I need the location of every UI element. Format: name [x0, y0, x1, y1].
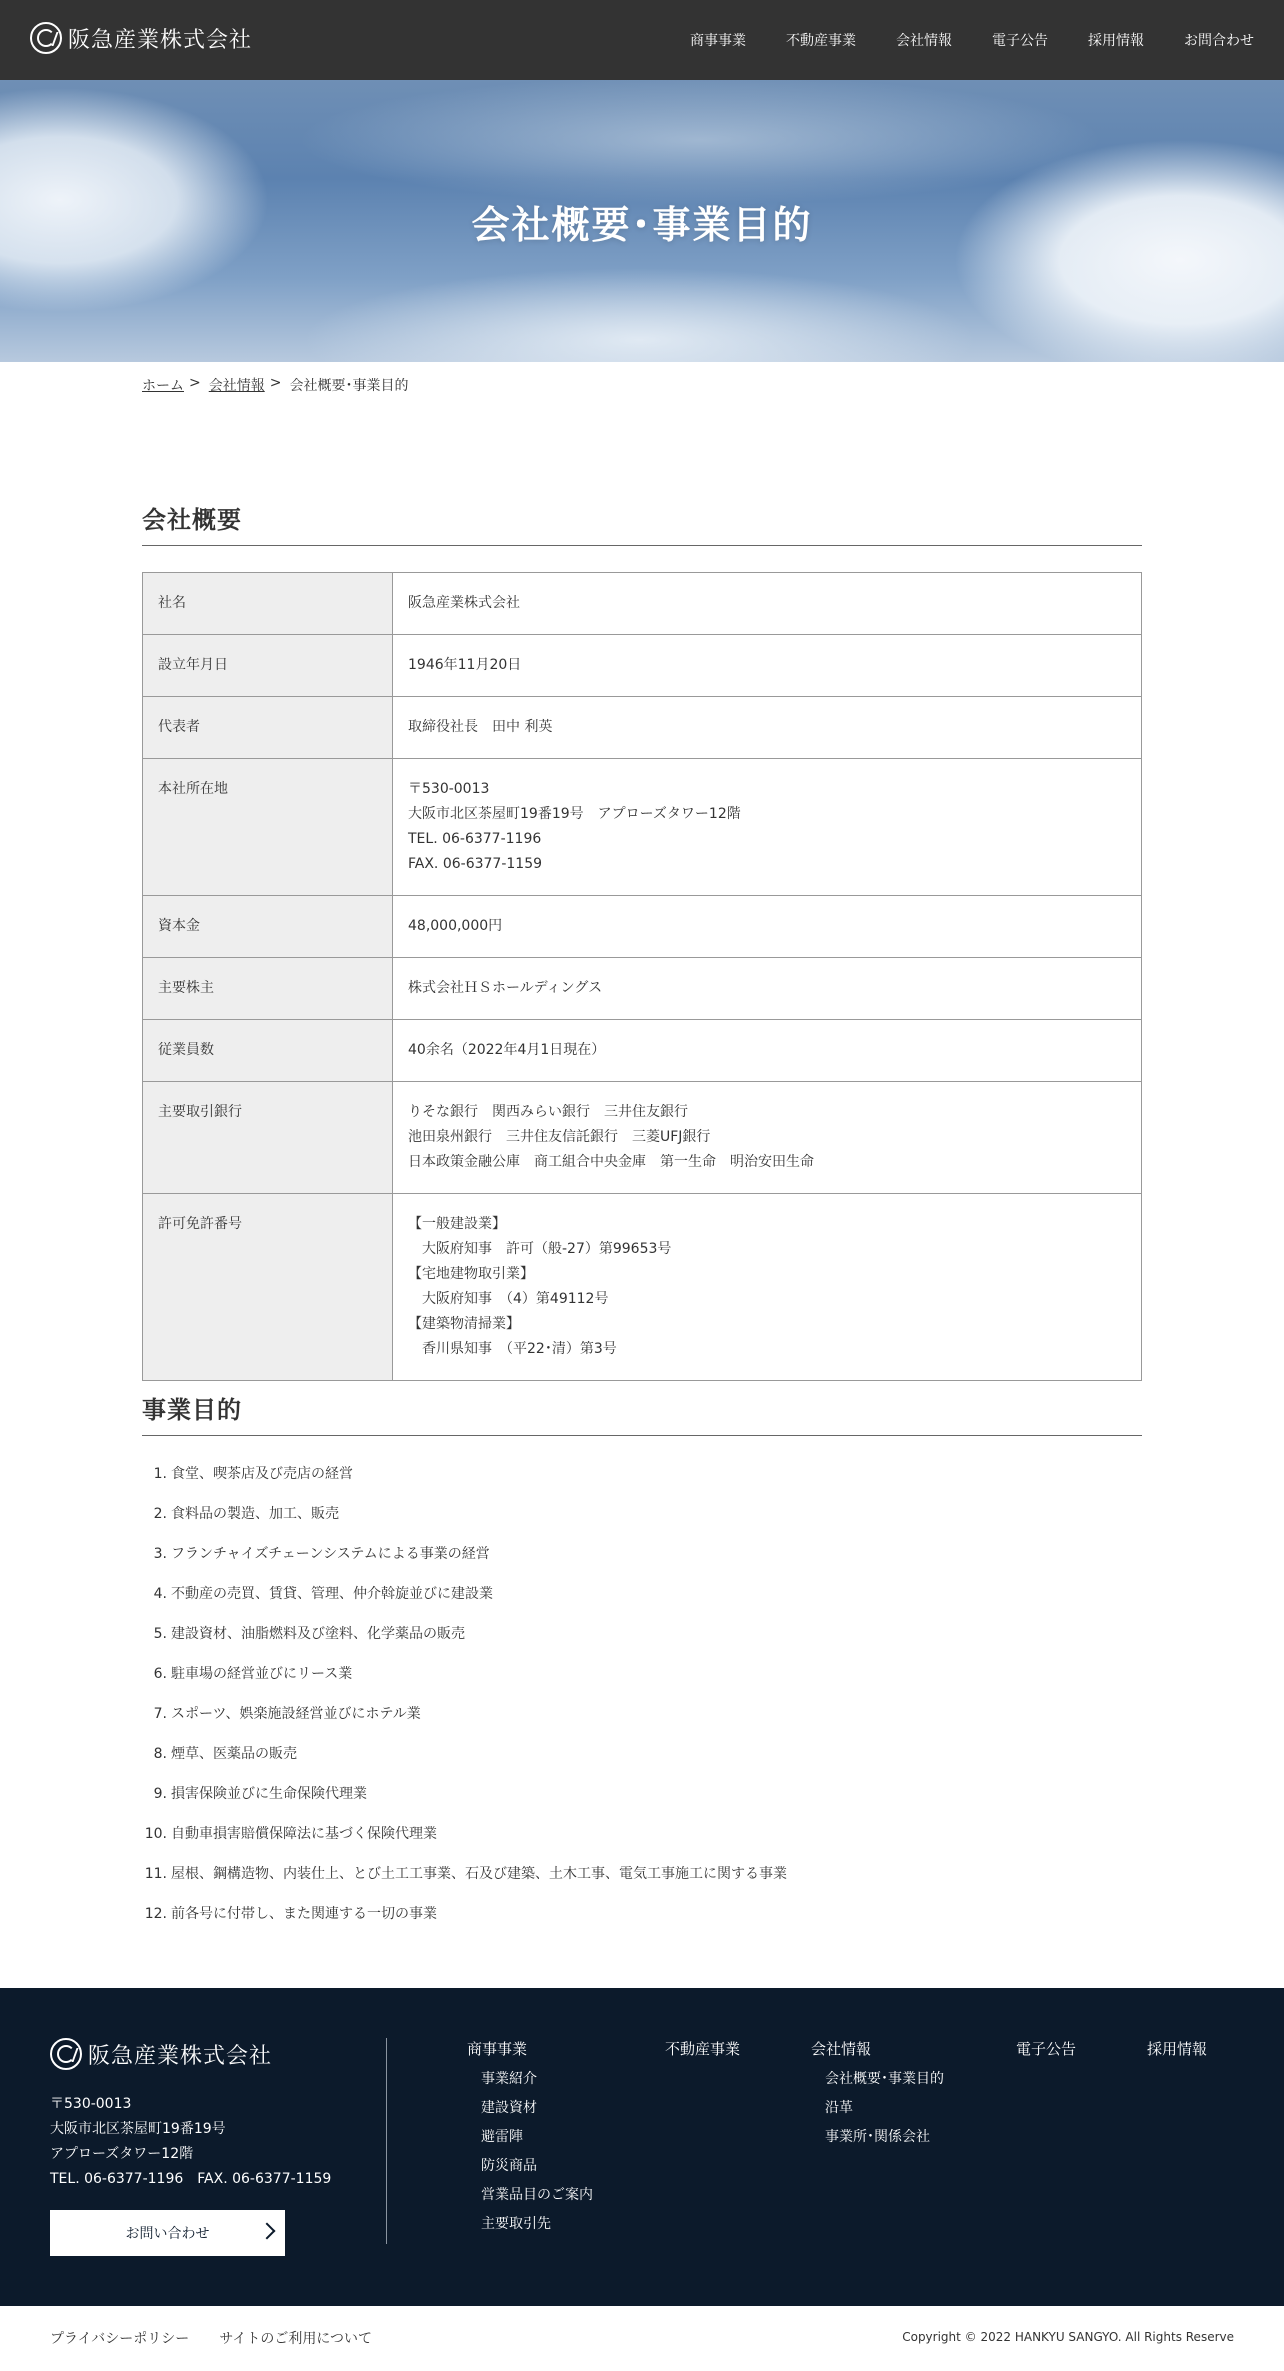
list-item-number: 10. — [144, 1826, 167, 1842]
company-overview-heading: 会社概要 — [142, 500, 1142, 546]
list-item — [142, 1582, 1142, 1622]
row-value-line: 【一般建設業】 — [408, 1216, 506, 1232]
nav-e-notice[interactable]: 電子公告 — [992, 33, 1048, 49]
footer-col-real-estate — [665, 2038, 740, 2068]
list-item-number: 8. — [153, 1746, 167, 1762]
row-value-line: 大阪府知事 許可（般-27）第99653号 — [408, 1241, 672, 1257]
logo-mark-icon — [30, 22, 62, 54]
row-value-line: 日本政策金融公庫 商工組合中央金庫 第一生命 明治安田生命 — [408, 1154, 814, 1170]
footer-link[interactable]: 事業紹介 — [481, 2071, 537, 2087]
list-item-text: 駐車場の経営並びにリース業 — [171, 1666, 353, 1682]
list-item-text: 建設資材、油脂燃料及び塗料、化学薬品の販売 — [171, 1626, 465, 1642]
footer-col-trading — [467, 2038, 593, 2242]
list-item-text: 煙草、医薬品の販売 — [171, 1746, 297, 1762]
nav-real-estate[interactable]: 不動産事業 — [786, 33, 856, 49]
footer-col-title[interactable]: 会社情報 — [811, 2040, 872, 2058]
nav-trading[interactable]: 商事事業 — [690, 33, 746, 49]
table-row — [143, 896, 1142, 958]
row-value-line: 池田泉州銀行 三井住友信託銀行 三菱UFJ銀行 — [408, 1129, 711, 1145]
list-item — [142, 1462, 1142, 1502]
site-header — [0, 0, 1284, 80]
footer-address-line: 〒530-0013 — [50, 2096, 132, 2112]
row-label: 主要取引銀行 — [143, 1082, 393, 1194]
table-row — [143, 958, 1142, 1020]
footer-divider — [386, 2038, 387, 2244]
row-value-line: 1946年11月20日 — [408, 657, 522, 673]
logo-text: 阪急産業株式会社 — [68, 27, 253, 53]
row-value — [393, 896, 1142, 958]
footer-link[interactable]: 防災商品 — [481, 2158, 537, 2174]
company-overview-table — [142, 572, 1142, 1381]
row-value — [393, 759, 1142, 896]
footer-col-recruit — [1147, 2038, 1207, 2068]
footer-col-title[interactable]: 電子公告 — [1016, 2040, 1077, 2058]
page-title: 会社概要･事業目的 — [471, 202, 813, 247]
row-value-line: 大阪市北区茶屋町19番19号 アプローズタワー12階 — [408, 806, 741, 822]
site-logo[interactable] — [30, 22, 252, 54]
copyright: Copyright © 2022 HANKYU SANGYO. All Rights Reserve — [902, 2330, 1234, 2344]
global-nav — [650, 0, 1254, 80]
footer-logo-text: 阪急産業株式会社 — [88, 2043, 273, 2069]
row-value-line: 48,000,000円 — [408, 918, 503, 934]
row-value-line: 【建築物清掃業】 — [408, 1316, 520, 1332]
breadcrumb-home[interactable]: ホーム — [142, 378, 184, 394]
nav-company-info[interactable]: 会社情報 — [896, 33, 952, 49]
footer-col-company — [811, 2038, 944, 2155]
list-item — [142, 1542, 1142, 1582]
row-value-line: 【宅地建物取引業】 — [408, 1266, 534, 1282]
table-row — [143, 1020, 1142, 1082]
list-item — [142, 1862, 1142, 1902]
list-item-text: スポーツ、娯楽施設経営並びにホテル業 — [171, 1706, 421, 1722]
list-item-number: 12. — [144, 1906, 167, 1922]
footer-address — [50, 2092, 331, 2192]
row-label: 資本金 — [143, 896, 393, 958]
footer-contact-label: お問い合わせ — [125, 2226, 210, 2242]
list-item-number: 5. — [153, 1626, 167, 1642]
row-value — [393, 697, 1142, 759]
row-label: 許可免許番号 — [143, 1194, 393, 1381]
table-row — [143, 635, 1142, 697]
table-row — [143, 573, 1142, 635]
list-item-text: フランチャイズチェーンシステムによる事業の経営 — [171, 1546, 490, 1562]
list-item-number: 11. — [144, 1866, 167, 1882]
nav-contact[interactable]: お問合わせ — [1184, 33, 1254, 49]
business-purpose-heading: 事業目的 — [142, 1390, 1142, 1436]
list-item — [142, 1702, 1142, 1742]
list-item — [142, 1502, 1142, 1542]
business-purpose-list — [142, 1462, 1142, 1942]
table-row — [143, 759, 1142, 896]
row-value-line: 40余名（2022年4月1日現在） — [408, 1042, 606, 1058]
row-value-line: 取締役社長 田中 利英 — [408, 719, 553, 735]
footer-link[interactable]: 会社概要･事業目的 — [825, 2071, 944, 2087]
footer-link[interactable]: 沿革 — [825, 2100, 853, 2116]
nav-recruit[interactable]: 採用情報 — [1088, 33, 1144, 49]
row-value-line: FAX. 06-6377-1159 — [408, 856, 543, 872]
row-value-line: りそな銀行 関西みらい銀行 三井住友銀行 — [408, 1104, 688, 1120]
footer-address-line: TEL. 06-6377-1196 FAX. 06-6377-1159 — [50, 2171, 332, 2187]
row-label: 設立年月日 — [143, 635, 393, 697]
table-row — [143, 1194, 1142, 1381]
row-value — [393, 1194, 1142, 1381]
breadcrumb-current: 会社概要･事業目的 — [289, 378, 409, 394]
list-item — [142, 1622, 1142, 1662]
footer-link[interactable]: 営業品目のご案内 — [481, 2187, 593, 2203]
list-item — [142, 1742, 1142, 1782]
row-value — [393, 635, 1142, 697]
breadcrumb-separator: > — [189, 375, 201, 391]
row-value-line: 阪急産業株式会社 — [408, 595, 520, 611]
row-value-line: 香川県知事 （平22･清）第3号 — [408, 1341, 617, 1357]
list-item-text: 自動車損害賠償保障法に基づく保険代理業 — [171, 1826, 437, 1842]
breadcrumb-separator: > — [269, 375, 282, 391]
footer-link[interactable]: 避雷陣 — [481, 2129, 523, 2145]
row-label: 本社所在地 — [143, 759, 393, 896]
row-label: 従業員数 — [143, 1020, 393, 1082]
list-item — [142, 1822, 1142, 1862]
list-item-text: 損害保険並びに生命保険代理業 — [171, 1786, 367, 1802]
list-item-number: 7. — [153, 1706, 167, 1722]
row-value — [393, 573, 1142, 635]
row-value-line: TEL. 06-6377-1196 — [408, 831, 542, 847]
list-item — [142, 1662, 1142, 1702]
table-row — [143, 697, 1142, 759]
list-item-number: 9. — [153, 1786, 167, 1802]
list-item-text: 屋根、鋼構造物、内装仕上、とび土工工事業、石及び建築、土木工事、電気工事施工に関する事業 — [171, 1866, 787, 1882]
footer-address-line: アプローズタワー12階 — [50, 2146, 194, 2162]
list-item — [142, 1902, 1142, 1942]
row-value — [393, 958, 1142, 1020]
privacy-policy-link[interactable]: プライバシーポリシー — [50, 2331, 190, 2347]
footer-contact-button[interactable] — [50, 2210, 285, 2256]
chevron-right-icon — [259, 2223, 276, 2240]
list-item-number: 3. — [153, 1546, 167, 1562]
list-item-text: 前各号に付帯し、また関連する一切の事業 — [171, 1906, 437, 1922]
footer-link[interactable]: 建設資材 — [481, 2100, 537, 2116]
bottom-bar — [0, 2306, 1284, 2371]
footer-link[interactable]: 事業所･関係会社 — [825, 2129, 930, 2145]
footer-address-line: 大阪市北区茶屋町19番19号 — [50, 2121, 226, 2137]
breadcrumb — [142, 375, 408, 395]
row-value-line: 大阪府知事 （4）第49112号 — [408, 1291, 609, 1307]
footer-link[interactable]: 主要取引先 — [481, 2216, 551, 2232]
row-value-line: 〒530-0013 — [408, 781, 490, 797]
row-value-line: 株式会社ＨＳホールディングス — [408, 980, 603, 996]
bottom-links — [50, 2328, 402, 2348]
list-item-text: 食堂、喫茶店及び売店の経営 — [171, 1466, 353, 1482]
footer-col-title[interactable]: 採用情報 — [1147, 2040, 1208, 2058]
row-label: 主要株主 — [143, 958, 393, 1020]
site-footer — [0, 1988, 1284, 2306]
site-terms-link[interactable]: サイトのご利用について — [219, 2331, 373, 2347]
list-item-number: 2. — [153, 1506, 167, 1522]
footer-logo[interactable] — [50, 2038, 272, 2070]
logo-mark-icon — [50, 2038, 82, 2070]
row-value — [393, 1020, 1142, 1082]
breadcrumb-company[interactable]: 会社情報 — [208, 378, 265, 394]
hero-banner — [0, 80, 1284, 362]
list-item-text: 不動産の売買、賃貸、管理、仲介斡旋並びに建設業 — [171, 1586, 493, 1602]
list-item — [142, 1782, 1142, 1822]
footer-col-title[interactable]: 不動産事業 — [665, 2040, 741, 2058]
row-label: 社名 — [143, 573, 393, 635]
list-item-number: 4. — [153, 1586, 167, 1602]
row-label: 代表者 — [143, 697, 393, 759]
footer-col-title[interactable]: 商事事業 — [467, 2040, 528, 2058]
row-value — [393, 1082, 1142, 1194]
table-row — [143, 1082, 1142, 1194]
list-item-number: 6. — [153, 1666, 167, 1682]
list-item-text: 食料品の製造、加工、販売 — [171, 1506, 339, 1522]
footer-col-e-notice — [1016, 2038, 1076, 2068]
list-item-number: 1. — [153, 1466, 167, 1482]
